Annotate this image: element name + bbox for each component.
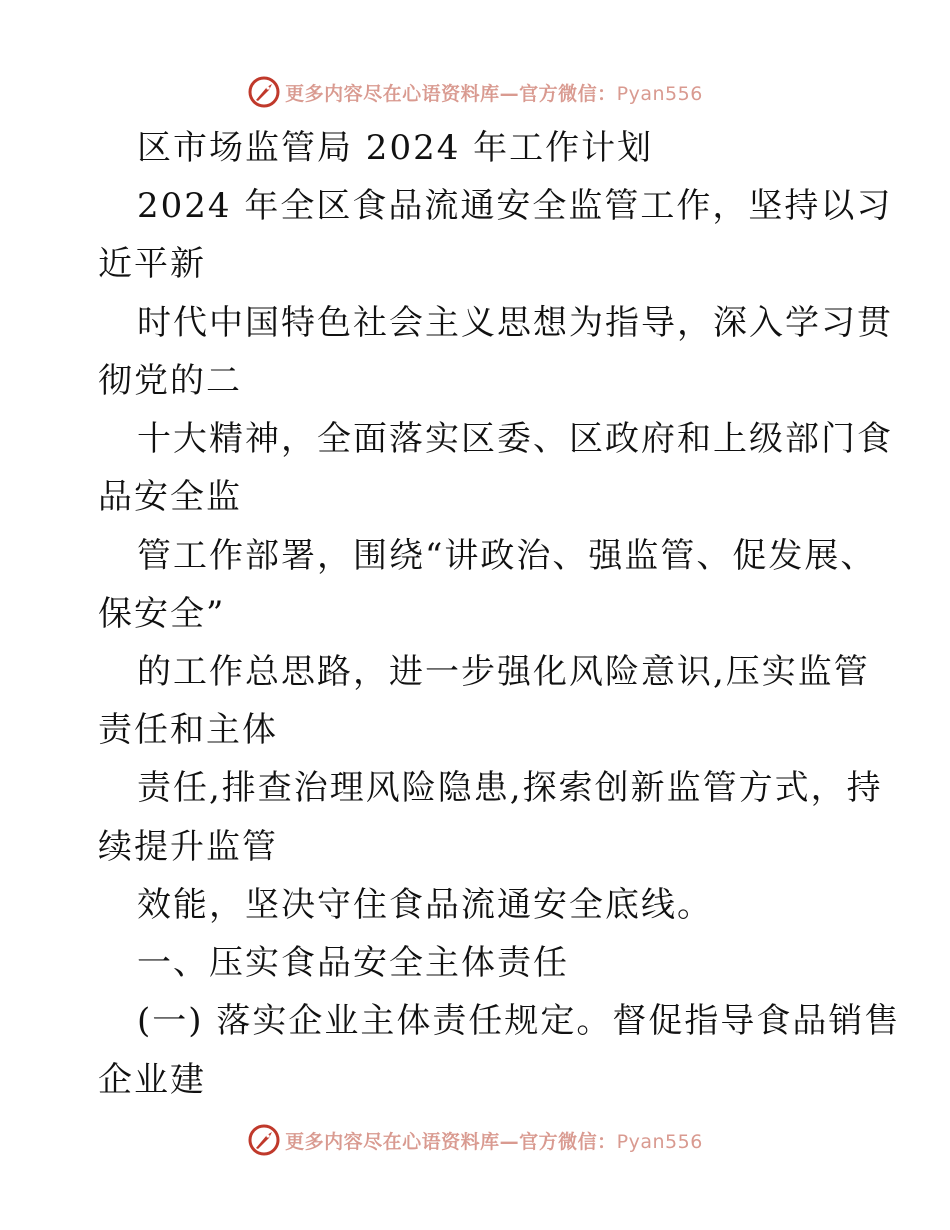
paragraph-line: 企业建 [98,1060,206,1100]
paragraph-line: 保安全” [98,594,226,634]
paragraph-line: 责任和主体 [98,710,278,750]
subsection-line: (一) 落实企业主体责任规定。督促指导食品销售 [137,1001,901,1041]
pen-nib-logo-icon [247,1123,281,1157]
watermark-text: 更多内容尽在心语资料库—官方微信：Pyan556 [285,1130,703,1153]
paragraph-line: 的工作总思路，进一步强化风险意识,压实监管 [137,652,870,692]
paragraph-line: 彻党的二 [98,361,242,401]
pen-nib-logo-icon [247,75,281,109]
watermark-text: 更多内容尽在心语资料库—官方微信：Pyan556 [285,82,703,105]
paragraph-line: 管工作部署，围绕“讲政治、强监管、促发展、 [137,536,877,576]
paragraph-line: 近平新 [98,244,206,284]
header-watermark [0,72,950,112]
document-title: 区市场监管局 2024 年工作计划 [137,128,654,168]
paragraph-line: 品安全监 [98,477,242,517]
paragraph-line: 效能，坚决守住食品流通安全底线。 [137,885,713,925]
paragraph-line: 十大精神，全面落实区委、区政府和上级部门食 [137,419,893,459]
paragraph-line: 责任,排查治理风险隐患,探索创新监管方式，持 [137,768,883,808]
section-heading: 一、压实食品安全主体责任 [137,943,569,983]
footer-watermark [0,1120,950,1160]
paragraph-line: 续提升监管 [98,827,278,867]
paragraph-line: 2024 年全区食品流通安全监管工作，坚持以习 [137,186,893,226]
paragraph-line: 时代中国特色社会主义思想为指导，深入学习贯 [137,303,893,343]
